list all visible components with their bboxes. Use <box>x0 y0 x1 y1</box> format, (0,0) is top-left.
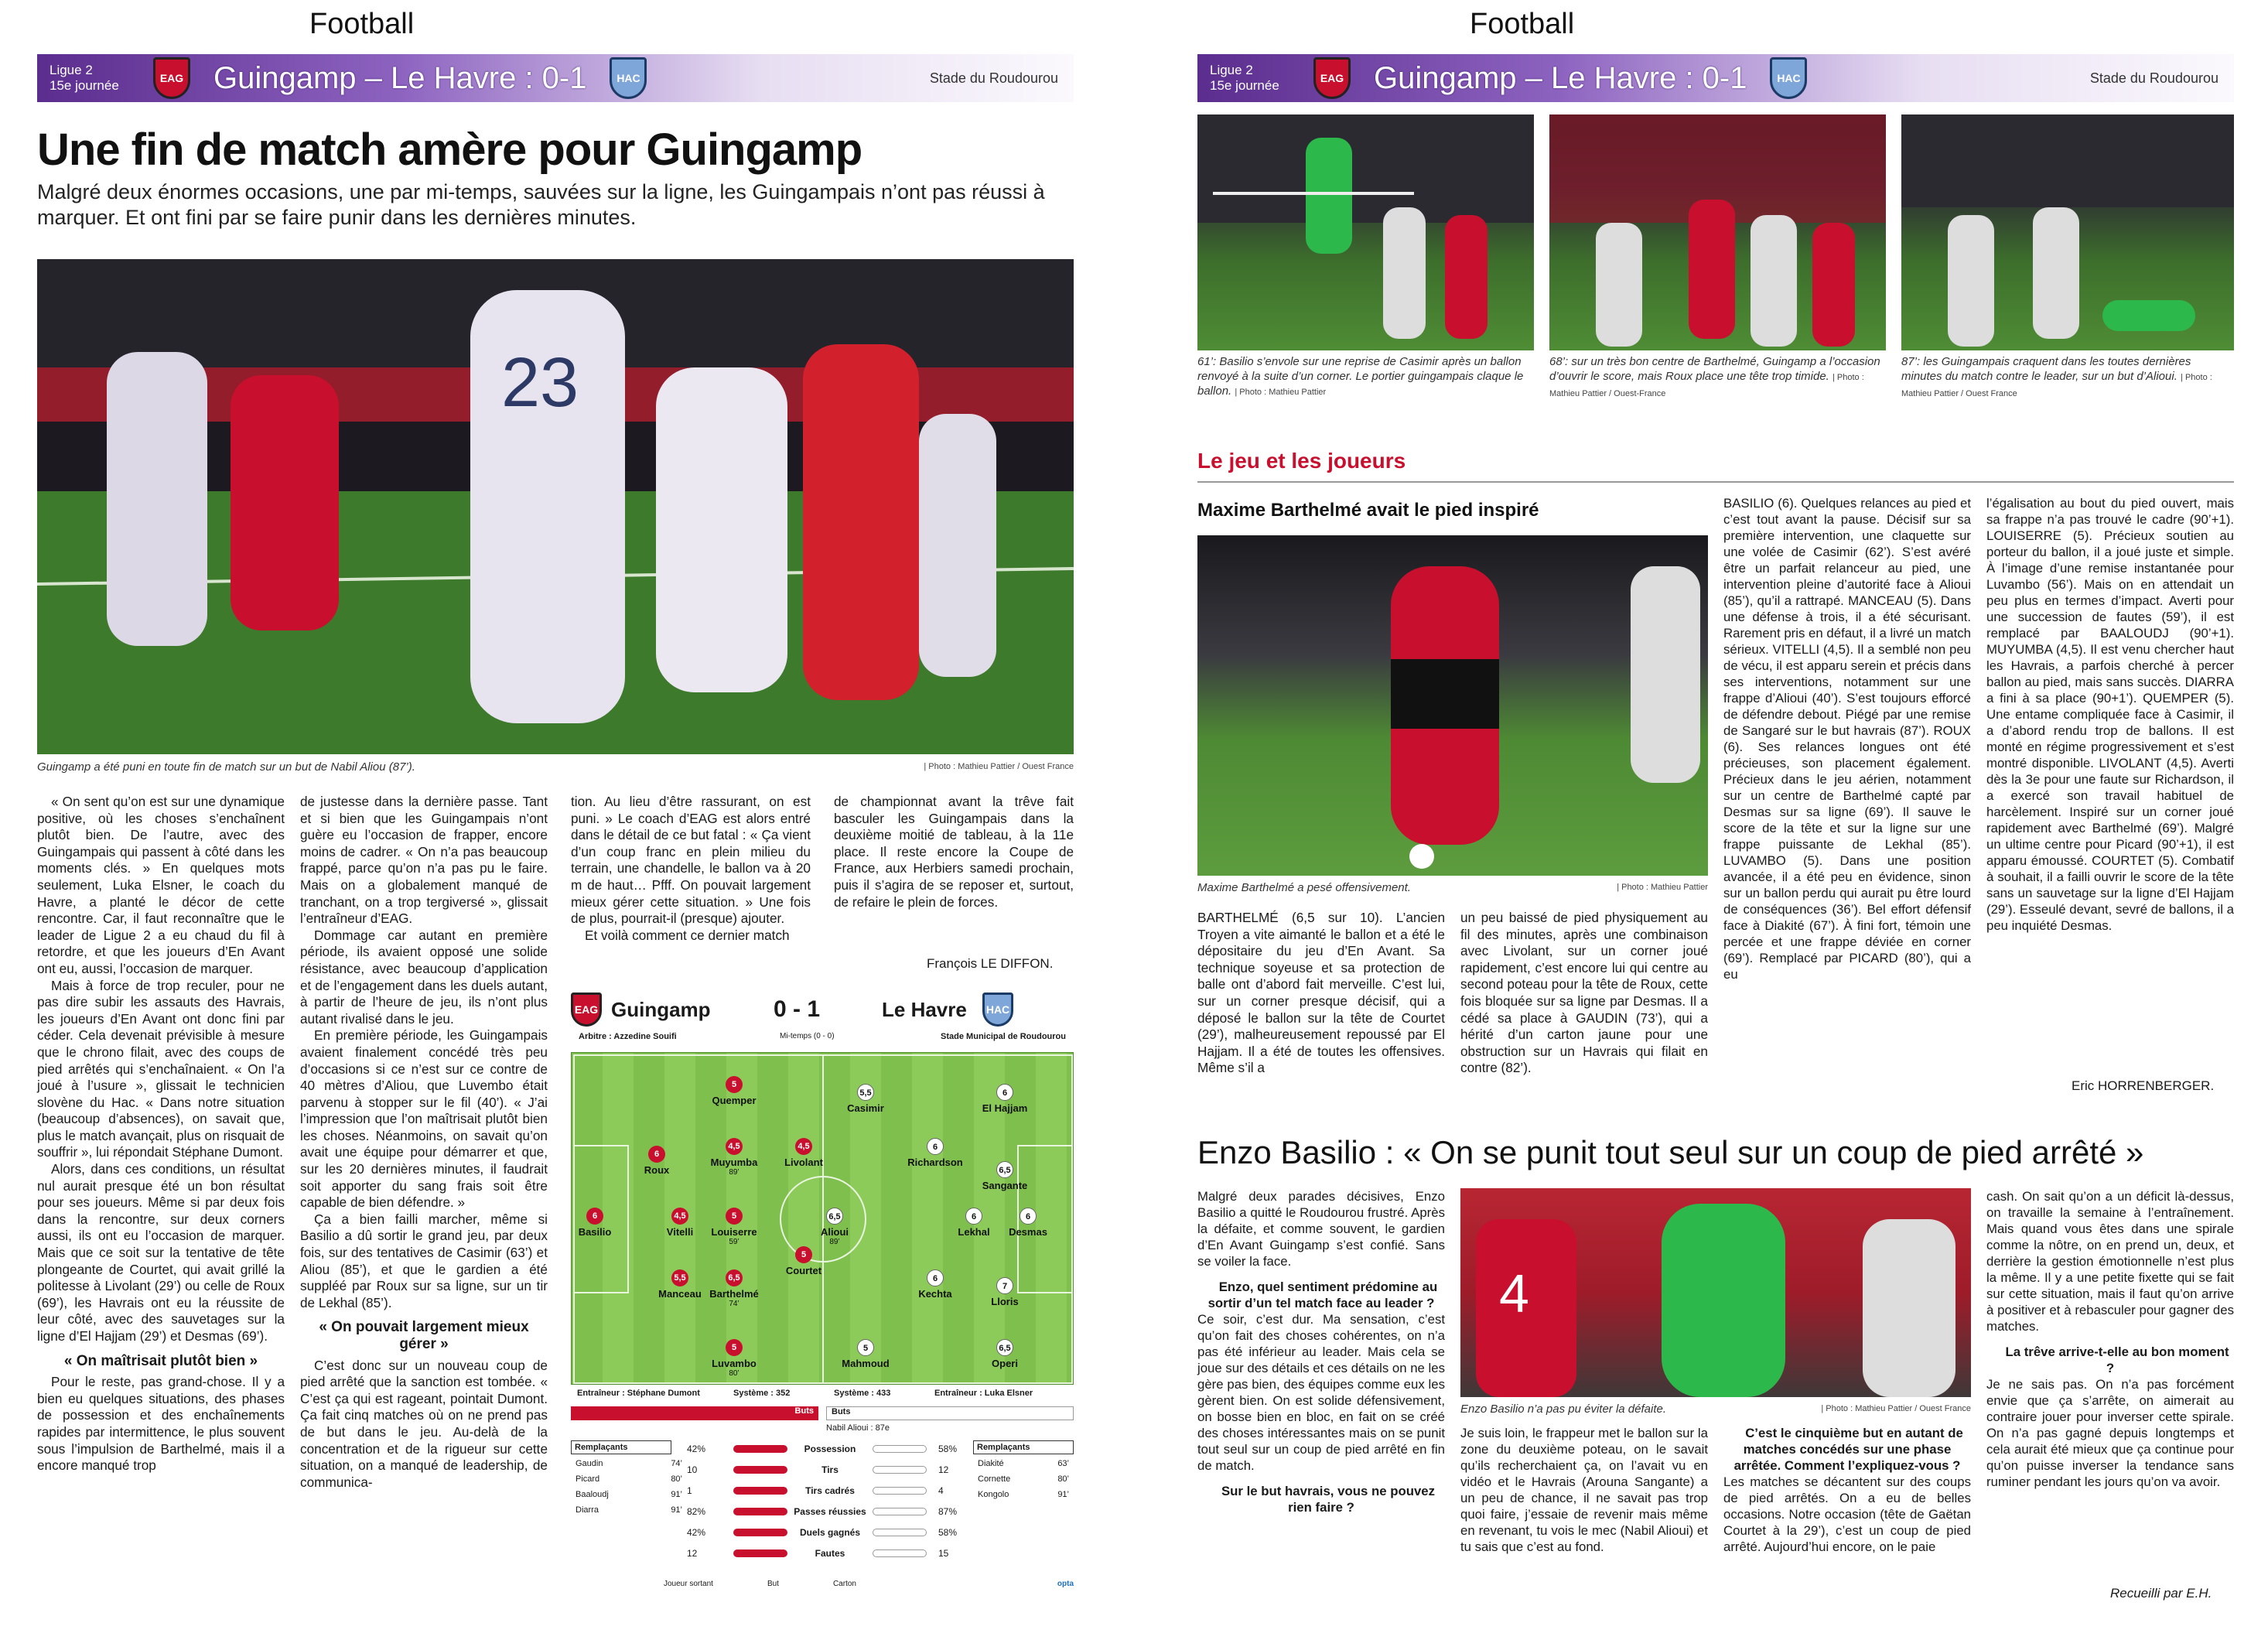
ligue-info-2 <box>1197 63 1313 94</box>
answer-4: Je ne sais pas. On n’a pas forcément envie que ça s’arrête, on aimerait au contraire jouer pour inverser cette spirale. On n’a pas gagné depuis longtemps et cela aurait été mieux que ça continue pour qu’on puisse inverser la tendance sans ruminer pendant les jours qu’on va avoir. <box>1986 1377 2234 1489</box>
interview-col-2 <box>1460 1425 1708 1555</box>
mvp-photo-art <box>1197 535 1708 876</box>
col1-para3: Alors, dans ces conditions, un résultat nul aurait presque été un bon résultat pour ses joueurs. Même si par deux fois dans la rencontre, sur deux corners aussi, ils ont eu l’occasion de marquer. Mais que ce soit sur la tentative de tête plongeante de Courtet, qui avait grillé la politesse à Livolant (29’) ou celle de Roux (69’), les Havrais ont eu la réussite de leur côté, avec des sauvetages sur la ligne d’El Hajjam (29’) et Desmas (69’). <box>37 1161 285 1344</box>
sub-minute: 91’ <box>671 1505 682 1515</box>
sub-row <box>973 1490 1074 1505</box>
player-name: Livolant <box>784 1157 823 1168</box>
svg-text:23: 23 <box>501 344 579 422</box>
stat-home: 42% <box>687 1444 706 1454</box>
question-4: La trêve arrive-t-elle au bon moment ? <box>2005 1344 2229 1375</box>
sub-minute: 63’ <box>1057 1459 1069 1468</box>
col3-para1: tion. Au lieu d’être rassurant, on est puni. » Le coach d’EAG est alors entré dans le détail de ce but fatal : « Ça vient d’un coup franc en plein milieu du terrain, une chandelle, le ballon va à 20 m de haut… Pfff. On pouvait largement mieux gérer cette situation. » Une fois de plus, pourrait-il (presque) ajouter. <box>571 794 811 927</box>
page-left <box>37 0 1074 1640</box>
player-h-8 <box>835 1339 897 1369</box>
kicker-2: Football <box>1470 8 1575 40</box>
remplacants-away-title: Remplaçants <box>973 1440 1074 1454</box>
action-photo-1-art <box>1197 114 1534 350</box>
compo-away: Le Havre <box>882 997 967 1021</box>
stat-away: 15 <box>938 1548 949 1559</box>
buts-home-bar: Buts <box>571 1406 818 1420</box>
player-name: Courtet <box>785 1265 822 1276</box>
stat-bar-away <box>873 1466 927 1474</box>
player-note: 4,5 <box>671 1208 688 1225</box>
standfirst: Malgré deux énormes occasions, une par mi-temps, sauvées sur la ligne, les Guingampais n’ont pas réussi à marquer. Et ont fini par se faire punir dans les dernières minutes. <box>37 180 1045 229</box>
action-credit-1: | Photo : Mathieu Pattier <box>1235 388 1327 397</box>
main-photo-illustration <box>37 259 1074 754</box>
mvp-photo-credit: | Photo : Mathieu Pattier <box>1617 883 1708 892</box>
action-caption-2-text: 68’: sur un très bon centre de Barthelmé, Guingamp a l’occasion d’ouvrir le score, mais Roux place une tête trop timide. <box>1549 355 1880 383</box>
stat-row <box>687 1545 965 1562</box>
stat-home: 12 <box>687 1548 698 1559</box>
player-note: 5,5 <box>857 1084 874 1101</box>
buts-away-bar: Buts <box>826 1406 1074 1420</box>
joueurs-col-4 <box>1986 495 2234 934</box>
answer-3-cont: cash. On sait qu’on a un déficit là-dessus, on travaille la semaine à l’entraînement. Mais quand vous êtes dans une spirale comme la nôtre, on en prend un, deux, et derrière la gestion émotionnelle n’est plus la même. Il y a une petite fixette qui se fait sur cette situation, mais il faut qu’on arrive à positiver et à rebasculer pour gagner des matches. <box>1986 1189 2234 1334</box>
stat-bar-home <box>733 1466 787 1474</box>
player-minute: 59’ <box>729 1238 739 1246</box>
subhead-2: « On pouvait largement mieux gérer » <box>319 1319 529 1352</box>
section-rule <box>1197 481 2234 483</box>
player-name: Casimir <box>847 1102 884 1114</box>
coach-home: Entraîneur : Stéphane Dumont <box>577 1389 700 1398</box>
action-photo-1 <box>1197 114 1534 350</box>
player-note: 6,5 <box>996 1339 1013 1356</box>
player-note: 5 <box>795 1246 812 1263</box>
mvp-caption <box>1197 880 1708 895</box>
interview-headline: Enzo Basilio : « On se punit tout seul sur un coup de pied arrêté » <box>1197 1134 2144 1170</box>
stat-label: Tirs <box>821 1464 839 1475</box>
player-name: Lloris <box>991 1296 1019 1307</box>
stat-home: 1 <box>687 1485 692 1496</box>
compo-home: Guingamp <box>611 997 711 1021</box>
player-name: Lekhal <box>958 1226 990 1238</box>
joueurs-para-3: BASILIO (6). Quelques relances au pied et c’est tout avant la pause. Décisif sur sa première intervention, une claquette sur une volée de Casimir (62’). S’est avéré être un parfait relanceur au pied, une intervention pleine d’autorité face à Alioui (85’), qu’il a rattrapé. MANCEAU (5). Dans une défense à trois, il a été sécurisant. Rarement pris en défaut, il a livré un match sérieux. VITELLI (4,5). Il a semblé non peu de vécu, il est apparu serein et précis dans ses interventions, notamment sur une frappe d’Alioui (40’). S’est toujours efforcé de défendre debout. Piégé par une remise de Sangaré sur le but havrais (87’). ROUX (6). Ses relances longues ont été précieuses, son placement également. Précieux dans le jeu aérien, notamment sur un centre de Barthelmé capté par Desmas sur sa ligne (69’). Il sauve le score de la tête et sur la ligne sur une frappe puissante de Lekhal (85’). LUVAMBO (5). Dans une position avancée, il a été peu en évidence, sinon sur un ballon perdu qui aurait pu être lourd de conséquences (36’). Bel effort défensif face à Diakité (67’). À fini fort, témoin une percée et une frappe déviée en corner (69’). Remplacé par PICARD (80’), qui a eu <box>1723 496 1971 982</box>
match-stats <box>687 1440 965 1572</box>
player-name: El Hajjam <box>982 1102 1028 1114</box>
player-h-0 <box>997 1208 1059 1238</box>
composition-box <box>571 990 1074 1625</box>
legend-but: But <box>767 1580 779 1588</box>
sub-row <box>571 1490 687 1505</box>
player-name: Manceau <box>658 1288 702 1300</box>
compo-score: 0 - 1 <box>773 996 821 1022</box>
joueurs-col-3 <box>1723 495 1971 982</box>
sub-name: Diakité <box>978 1459 1004 1468</box>
player-note: 6 <box>648 1146 665 1163</box>
eag-logo-2: EAG <box>1313 57 1351 99</box>
stat-bar-home <box>733 1529 787 1536</box>
article-col-2 <box>300 794 548 1491</box>
subs-away <box>973 1459 1074 1505</box>
stat-row <box>687 1503 965 1520</box>
player-name: Kechta <box>918 1288 952 1300</box>
pitch <box>571 1052 1074 1385</box>
action-caption-1 <box>1197 354 1534 400</box>
col4-para1: de championnat avant la trêve fait basculer les Guingampais dans la deuxième moitié de tableau, à la 11e place. Il reste encore la Coupe de France, aux Herbiers samedi prochain, puis il s’agira de se reposer et, surtout, de refaire le plein de forces. <box>834 794 1074 910</box>
joueurs-para-2: un peu baissé de pied physiquement au fil des minutes, après une combinaison avec Livolant, sur un corner joué rapidement, c’est encore lui qui centre au second poteau pour la tête de Roux, cette fois bloquée sur sa ligne par Desmas. Il a cédé sa place à GAUDIN (73’), qui a hérité d’un carton jaune pour une obstruction sur un Havrais qui filait en contre (82’). <box>1460 910 1708 1076</box>
player-note: 5 <box>726 1076 743 1093</box>
sub-name: Gaudin <box>576 1459 603 1468</box>
sub-minute: 80’ <box>671 1474 682 1484</box>
col1-para1: « On sent qu’on est sur une dynamique positive, où les choses s’enchaînent plutôt bien. De l’autre, avec des Guingampais qui passent à côté dans les moments clés. » En quelques mots seulement, Luka Elsner, le coach du Havre, a planté le décor de cette rencontre. Car, il faut reconnaître que le leader de Ligue 2 a eu chaud du fil à retordre, et que les joueurs d’En Avant ont eu, aussi, l’occasion de marquer. <box>37 794 285 976</box>
sub-minute: 91’ <box>1057 1490 1069 1499</box>
joueurs-col-1 <box>1197 910 1445 1077</box>
action-caption-1-text: 61’: Basilio s’envole sur une reprise de Casimir après un ballon renvoyé à la suite d’un corner. Le portier guingampais claque le ballon. <box>1197 355 1524 398</box>
player-name: Muyumba <box>710 1157 758 1168</box>
stat-away: 58% <box>938 1527 958 1538</box>
sub-row <box>571 1505 687 1521</box>
mvp-caption-text: Maxime Barthelmé a pesé offensivement. <box>1197 881 1411 894</box>
stat-label: Duels gagnés <box>799 1527 861 1538</box>
remplacants-home-title: Remplaçants <box>571 1440 671 1454</box>
player-a-1 <box>626 1146 688 1176</box>
compo-mitemps: Mi-temps (0 - 0) <box>780 1032 835 1040</box>
ligue-info <box>37 63 153 94</box>
player-note: 7 <box>996 1277 1013 1294</box>
stat-bar-home <box>733 1487 787 1495</box>
headline: Une fin de match amère pour Guingamp <box>37 125 862 175</box>
player-minute: 89’ <box>729 1168 739 1177</box>
mvp-photo <box>1197 535 1708 876</box>
col2-para2: Dommage car autant en première période, ils avaient opposé une solide résistance, avec beaucoup d’application et de l’engagement dans les duels autant, à partir de l’heure de jeu, ils n’ont plus autant rivalisé dans le jeu. <box>300 927 548 1027</box>
action-photo-3-art <box>1901 114 2234 350</box>
compo-header <box>571 990 1074 1029</box>
stat-row <box>687 1461 965 1478</box>
player-name: Roux <box>644 1164 670 1176</box>
sub-minute: 74’ <box>671 1459 682 1468</box>
stat-row <box>687 1482 965 1499</box>
player-note: 6 <box>927 1269 944 1286</box>
joueurs-para-4: l’égalisation au bout du pied ouvert, mais sa frappe n’a pas trouvé le cadre (90’+1). LOUISERRE (5). Précieux soutien au porteur du ballon, il a joué juste et simple. À l’image d’une remise instantanée pour Luvambo (56’). Mais on en attendait un peu plus en termes d’impact. Averti pour une succession de fautes (59’), il est remplacé par BAALOUDJ (90’+1). MUYUMBA (4,5). Il est venu chercher haut les Havrais, a parfois cherché à percer ballon au pied, mais sans succès. DIARRA a fini à sa place (90+1’). QUEMPER (5). Une entame compliquée face à Casimir, il a d’abord rendu trop de ballons. Il est monté en régime progressivement et s’est montré disponible. LIVOLANT (4,5). Averti dès la 3e pour une faute sur Richardson, il a exercé son travail habituel de harcèlement. Inspiré sur un corner joué rapidement avec Barthelmé (69’). Malgré un ultime centre pour Picard (90’+1), il est apparu émoussé. COURTET (5). Combatif à souhait, il a failli ouvrir le score de la tête sans un sauvetage sur la ligne d’El Hajjam (29’). Esseulé devant, sevré de ballons, il a peu inquiété Desmas. <box>1986 496 2234 933</box>
player-h-4 <box>974 1277 1036 1307</box>
col3-para2: Et voilà comment ce dernier match <box>585 927 790 943</box>
action-photo-3 <box>1901 114 2234 350</box>
svg-text:4: 4 <box>1499 1263 1529 1324</box>
sub-row <box>973 1474 1074 1490</box>
col1-para4: Pour le reste, pas grand-chose. Il y a bien eu quelques situations, des phases de possession et des enchaînements rapides par intermittence, le plus souvent sous l’impulsion de Barthelmé, mais il a encore manqué trop <box>37 1374 285 1474</box>
stat-home: 82% <box>687 1506 706 1517</box>
player-note: 6,5 <box>996 1161 1013 1178</box>
action-credit-3: | Photo : Mathieu Pattier / Ouest France <box>1901 373 2212 398</box>
ligue-label-2: Ligue 2 <box>1210 63 1253 77</box>
basilio-photo <box>1460 1188 1971 1397</box>
hac-logo: HAC <box>610 57 647 99</box>
section-title: Le jeu et les joueurs <box>1197 449 1406 473</box>
interview-intro: Malgré deux parades décisives, Enzo Basilio a quitté le Roudourou frustré. Après la défaite, et comme souvent, le gardien d’En Avant Guingamp s’est confié. Sans se voiler la face. <box>1197 1189 1445 1269</box>
opta-logo: opta <box>1057 1580 1074 1588</box>
stat-away: 4 <box>938 1485 944 1496</box>
stat-bar-home <box>733 1508 787 1515</box>
kicker: Football <box>309 8 415 40</box>
sub-row <box>571 1474 687 1490</box>
player-h-10 <box>804 1208 866 1246</box>
player-a-9 <box>773 1138 835 1168</box>
interview-col-3 <box>1723 1425 1971 1555</box>
player-name: Mahmoud <box>842 1358 890 1369</box>
answer-2: Je suis loin, le frappeur met le ballon sur la zone du deuxième poteau, on le savait qu’ils recherchaient ça, on l’avait vu en vidéo et le Havrais (Arouna Sangante) a un peu de chance, il ne savait pas trop quoi faire, j’essaie de revenir mais même en revenant, tu vois le mec (Nabil Alioui) et tu sais que c’est au fond. <box>1460 1426 1708 1554</box>
action-credit-2: | Photo : Mathieu Pattier / Ouest-France <box>1549 373 1864 398</box>
compo-coaches <box>571 1389 1074 1403</box>
stat-label: Possession <box>804 1444 856 1454</box>
joueurs-para-1: BARTHELMÉ (6,5 sur 10). L’ancien Troyen a vite aimanté le ballon et a été le dépositaire du jeu d’En Avant. Sa technique soyeuse et sa protection de balle ont d’abord fait merveille. C’est lui, sur un corner presque décisif, qui a déposé le ballon sur la tête de Courtet (29’), malheureusement repoussé par El Hajjam. Il a été de toutes les offensives. Même s’il a <box>1197 910 1445 1076</box>
stat-bar-away <box>873 1549 927 1557</box>
eag-logo: EAG <box>153 57 190 99</box>
main-caption-text: Guingamp a été puni en toute fin de match sur un but de Nabil Aliou (87’). <box>37 760 415 774</box>
answer-1: Ce soir, c’est dur. Ma sensation, c’est qu’on fait des choses cohérentes, on n’a pas été inférieur au leader. Mais cela se joue sur des détails et ces détails on ne les gère pas bien, des équipes comme eux les gèrent bien. On est solide défensivement, on bosse bien en bloc, en fait on se créé des choses intéressantes mais on se punit tout seul sur un coup de pied arrêté en fin de match. <box>1197 1312 1445 1473</box>
player-a-4 <box>703 1076 765 1106</box>
player-note: 6 <box>927 1138 944 1155</box>
stat-bar-home <box>733 1445 787 1453</box>
question-2: Sur le but havrais, vous ne pouvez rien faire ? <box>1221 1484 1436 1515</box>
coach-away: Entraîneur : Luka Elsner <box>934 1389 1033 1398</box>
banner-score: Guingamp – Le Havre : 0-1 <box>213 60 587 95</box>
sub-row <box>571 1459 687 1474</box>
player-note: 5,5 <box>671 1269 688 1286</box>
player-name: Basilio <box>578 1226 612 1238</box>
compo-stade: Stade Municipal de Roudourou <box>941 1032 1066 1041</box>
player-a-3 <box>649 1269 711 1300</box>
answer-3: Les matches se décantent sur des coups de pied arrêtés. On a eu de belles occasions. Notre occasion (tête de Gaëtan Courtet à la 29’), c’est un coup de pied arrêté. Aujourd’hui encore, on le paie <box>1723 1474 1971 1554</box>
legend-carton: Carton <box>832 1580 856 1588</box>
basilio-caption <box>1460 1402 1971 1416</box>
hac-logo-2: HAC <box>1770 57 1807 99</box>
player-a-0 <box>564 1208 626 1238</box>
player-a-7 <box>703 1269 765 1308</box>
but-scorer: Nabil Alioui : 87e <box>826 1423 890 1433</box>
question-3: C’est le cinquième but en autant de matches concédés sur une phase arrêtée. Comment l’expliquez-vous ? <box>1733 1426 1963 1473</box>
player-note: 6 <box>965 1208 982 1225</box>
player-h-1 <box>974 1084 1036 1114</box>
article-col-4 <box>834 794 1074 911</box>
signature: François LE DIFFON. <box>927 956 1054 971</box>
interview-col-4 <box>1986 1188 2234 1490</box>
player-h-3 <box>943 1208 1005 1238</box>
stat-home: 42% <box>687 1527 706 1538</box>
col2-para3: En première période, les Guingampais avaient finalement concédé très peu d’occasions si ce n’est sur ce contre de 40 mètres d’Aliou, que Luvembo était parvenu à stopper sur le fil (40’). « J’ai l’impression que l’on maîtrisait plutôt bien les choses. Néanmoins, on savait qu’on avait une équipe pour démarrer et que, sur les 20 dernières minutes, il faudrait soit apporter du sang frais soit être capable de bien défendre. » <box>300 1027 548 1211</box>
player-note: 6 <box>586 1208 603 1225</box>
signature-interview: Recueilli par E.H. <box>2110 1586 2212 1601</box>
action-caption-3 <box>1901 354 2234 401</box>
stat-label: Passes réussies <box>794 1506 866 1517</box>
compo-legend <box>664 1580 1074 1588</box>
question-1: Enzo, quel sentiment prédomine au sortir d’un tel match face au leader ? <box>1207 1280 1438 1310</box>
player-note: 4,5 <box>795 1138 812 1155</box>
system-away: Système : 433 <box>834 1389 891 1398</box>
page-right <box>1197 0 2234 1640</box>
legend-sortant: Joueur sortant <box>664 1580 713 1588</box>
action-caption-2 <box>1549 354 1886 401</box>
stat-row <box>687 1440 965 1457</box>
player-h-2 <box>974 1161 1036 1191</box>
joueurs-col-2 <box>1460 910 1708 1077</box>
basilio-caption-text: Enzo Basilio n’a pas pu éviter la défaite. <box>1460 1403 1666 1416</box>
subs-home <box>571 1459 687 1521</box>
stat-bar-home <box>733 1549 787 1557</box>
player-a-8 <box>703 1339 765 1378</box>
main-photo-caption <box>37 760 1074 774</box>
journee-label: 15e journée <box>50 78 119 93</box>
sub-name: Diarra <box>576 1505 599 1515</box>
player-name: Operi <box>992 1358 1018 1369</box>
sub-name: Picard <box>576 1474 600 1484</box>
player-name: Quemper <box>712 1095 757 1106</box>
player-note: 5 <box>726 1208 743 1225</box>
stat-row <box>687 1524 965 1541</box>
article-col-1 <box>37 794 285 1474</box>
player-a-2 <box>649 1208 711 1238</box>
ligue-label: Ligue 2 <box>50 63 93 77</box>
player-name: Sangante <box>982 1180 1028 1191</box>
col1-para2: Mais à force de trop reculer, pour ne pas dire subir les assauts des Havrais, les joueurs d’En Avant ont donc fini par céder. Cela devenait prévisible à mesure que le chrono filait, avec des coups de pied arrêtés qui s’enchaînaient. « On l’a joué à l’usure », glissait le technicien slovène du Hac. « Dans notre situation (beaucoup d’absences), on savait que, plus le match avançait, plus on risquait de souffrir », lui répondait Stéphane Dumont. <box>37 977 285 1160</box>
sub-name: Baaloudj <box>576 1490 609 1499</box>
stat-bar-away <box>873 1487 927 1495</box>
stat-bar-away <box>873 1529 927 1536</box>
action-photo-2 <box>1549 114 1886 350</box>
match-banner <box>37 54 1074 102</box>
player-name: Barthelmé <box>709 1288 759 1300</box>
col2-para4: Ça a bien failli marcher, même si Basilio a dû sortir le grand jeu, par deux fois, sur des tentatives de Casimir (63’) et Aliou (85’), et que le gardien a été suppléé par Roux sur sa ligne, sur un tir de Lekhal (85’). <box>300 1211 548 1310</box>
player-note: 6,5 <box>826 1208 843 1225</box>
basilio-photo-art <box>1460 1188 1971 1397</box>
match-banner-2 <box>1197 54 2234 102</box>
stat-home: 10 <box>687 1464 698 1475</box>
player-h-7 <box>904 1269 966 1300</box>
player-a-10 <box>773 1246 835 1276</box>
basilio-photo-credit: | Photo : Mathieu Pattier / Ouest France <box>1821 1404 1971 1413</box>
banner-stade-2: Stade du Roudourou <box>2089 70 2218 86</box>
player-minute: 80’ <box>729 1369 739 1378</box>
compo-eag-logo: EAG <box>571 993 602 1027</box>
sub-name: Kongolo <box>978 1490 1009 1499</box>
player-name: Louiserre <box>711 1226 757 1238</box>
player-name: Alioui <box>820 1226 849 1238</box>
interview-col-1 <box>1197 1188 1445 1515</box>
banner-stade: Stade du Roudourou <box>929 70 1058 86</box>
player-minute: 74’ <box>729 1300 739 1308</box>
main-photo-credit: | Photo : Mathieu Pattier / Ouest France <box>924 762 1074 771</box>
sub-row <box>973 1459 1074 1474</box>
player-name: Vitelli <box>666 1226 694 1238</box>
stat-away: 87% <box>938 1506 958 1517</box>
sub-minute: 91’ <box>671 1490 682 1499</box>
stat-away: 12 <box>938 1464 949 1475</box>
player-name: Luvambo <box>712 1358 757 1369</box>
article-col-3 <box>571 794 811 944</box>
player-a-6 <box>703 1208 765 1246</box>
player-note: 6 <box>1020 1208 1037 1225</box>
stat-away: 58% <box>938 1444 958 1454</box>
compo-arbitre: Arbitre : Azzedine Souifi <box>579 1032 677 1041</box>
system-home: Système : 352 <box>733 1389 791 1398</box>
sub-name: Cornette <box>978 1474 1011 1484</box>
stat-label: Fautes <box>815 1548 845 1559</box>
player-note: 5 <box>726 1339 743 1356</box>
player-note: 5 <box>857 1339 874 1356</box>
subhead-1: « On maîtrisait plutôt bien » <box>63 1352 258 1369</box>
sub-minute: 80’ <box>1057 1474 1069 1484</box>
journee-label-2: 15e journée <box>1210 78 1279 93</box>
banner-score-2: Guingamp – Le Havre : 0-1 <box>1374 60 1747 95</box>
player-name: Richardson <box>907 1157 963 1168</box>
player-minute: 89’ <box>829 1238 840 1246</box>
stat-bar-away <box>873 1445 927 1453</box>
compo-hac-logo: HAC <box>982 993 1013 1027</box>
action-photo-2-art <box>1549 114 1886 350</box>
signature-joueurs: Eric HORRENBERGER. <box>2072 1078 2215 1093</box>
player-name: Desmas <box>1009 1226 1047 1238</box>
player-h-5 <box>974 1339 1036 1369</box>
player-note: 6 <box>996 1084 1013 1101</box>
player-note: 6,5 <box>726 1269 743 1286</box>
player-a-5 <box>703 1138 765 1177</box>
action-caption-3-text: 87’: les Guingampais craquent dans les toutes dernières minutes du match contre le leader, sur un but d’Alioui. <box>1901 355 2191 383</box>
stat-label: Tirs cadrés <box>805 1485 855 1496</box>
mvp-headline: Maxime Barthelmé avait le pied inspiré <box>1197 500 1539 521</box>
player-h-6 <box>904 1138 966 1168</box>
stat-bar-away <box>873 1508 927 1515</box>
col2-para5: C’est donc sur un nouveau coup de pied arrêté que la sanction est tombée. « C’est ça qui est rageant, pointait Dumont. Ça fait cinq matches où on ne prend pas de but dans le jeu. Au-delà de la concentration et de la rigueur sur cette situation, on a manqué de leadership, de communica- <box>300 1357 548 1490</box>
main-photo <box>37 259 1074 754</box>
col2-para1: de justesse dans la dernière passe. Tant et si bien que les Guingampais n’ont guère eu l’occasion de frapper, encore moins de cadrer. « On n’a pas beaucoup frappé, parce qu’on n’a pas pu le faire. Mais on a globalement manqué de tranchant, on a trop tergiversé », glissait l’entraîneur d’EAG. <box>300 794 548 927</box>
player-h-9 <box>835 1084 897 1114</box>
player-note: 4,5 <box>726 1138 743 1155</box>
